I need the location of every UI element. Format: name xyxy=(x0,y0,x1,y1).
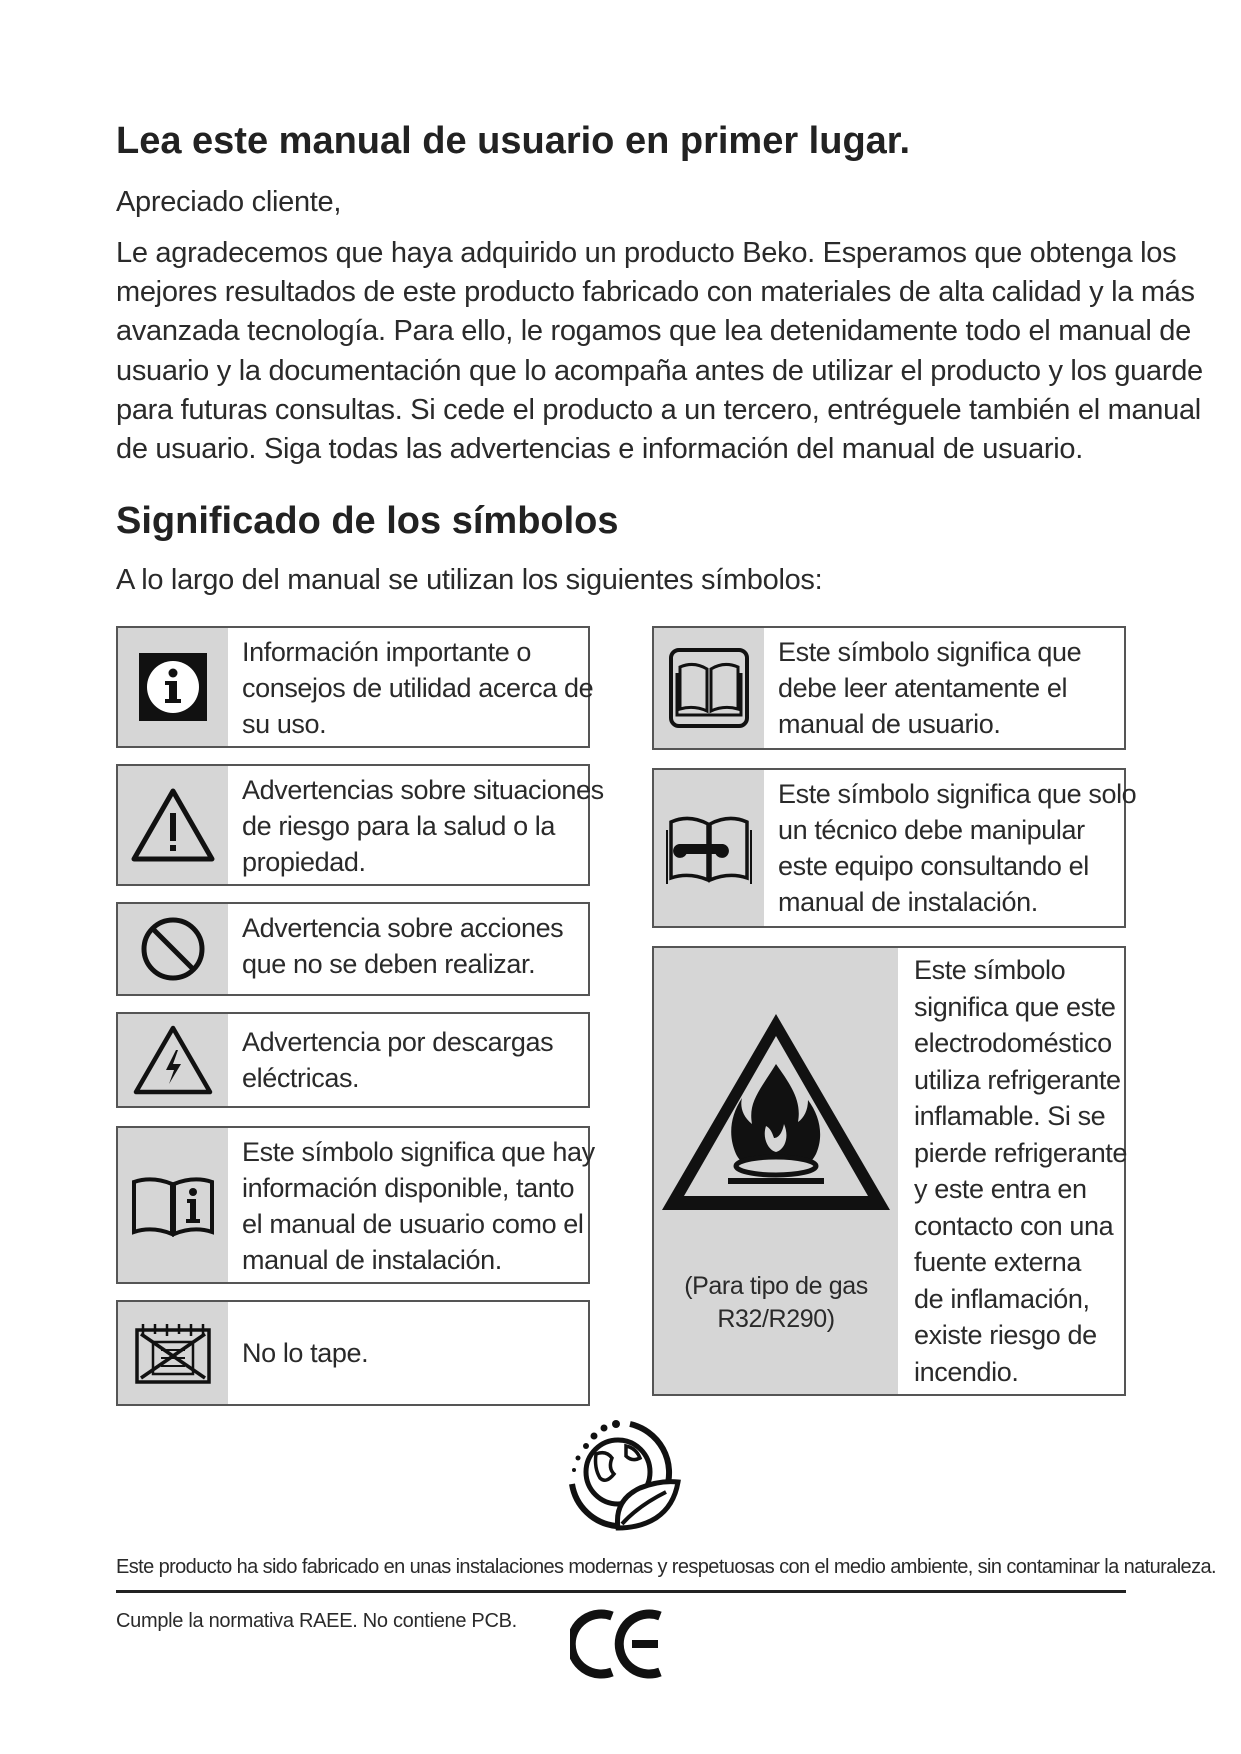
symbol-row-flammable xyxy=(652,946,1126,1396)
symbol-text: Este símbolo significa que xyxy=(778,637,1082,667)
book-info-icon xyxy=(118,1128,228,1282)
symbol-text: información disponible, tanto xyxy=(242,1173,575,1203)
prohibited-icon xyxy=(118,904,228,994)
gas-type-label xyxy=(654,1270,898,1336)
symbol-text: No lo tape. xyxy=(242,1338,369,1368)
symbol-text: debe leer atentamente el xyxy=(778,673,1068,703)
symbol-text: electrodoméstico xyxy=(914,1028,1112,1058)
intro-line: para futuras consultas. Si cede el producto a un tercero, entréguele también el manual xyxy=(116,393,1201,426)
symbol-text: utiliza refrigerante xyxy=(914,1064,1121,1095)
greeting: Apreciado cliente, xyxy=(116,186,342,218)
symbol-text: de inflamación, xyxy=(914,1283,1090,1314)
symbol-text: existe riesgo de xyxy=(914,1320,1097,1350)
symbol-row-prohibited xyxy=(116,902,590,996)
footer-divider xyxy=(116,1590,1126,1593)
symbol-text: un técnico debe manipular xyxy=(778,815,1085,845)
symbol-text: de riesgo para la salud o la xyxy=(242,811,556,841)
symbol-row-info xyxy=(116,626,594,748)
info-icon xyxy=(118,628,228,746)
symbol-text: Advertencia por descargas xyxy=(242,1027,554,1057)
symbols-heading: Significado de los símbolos xyxy=(116,500,619,542)
symbol-text: manual de instalación. xyxy=(778,887,1038,917)
symbol-text: Este símbolo significa que hay xyxy=(242,1137,595,1167)
symbol-text: contacto con una xyxy=(914,1210,1114,1241)
symbol-text: significa que este xyxy=(914,991,1116,1022)
gas-type-line: (Para tipo de gas xyxy=(684,1272,868,1300)
symbol-text: manual de usuario. xyxy=(778,709,1001,739)
symbol-row-read-manual xyxy=(652,626,1126,750)
symbol-text: su uso. xyxy=(242,709,327,739)
symbol-row-warning xyxy=(116,764,604,886)
symbol-text: propiedad. xyxy=(242,847,366,877)
read-manual-icon xyxy=(654,628,764,748)
compliance-statement: Cumple la normativa RAEE. No contiene PCB. xyxy=(116,1610,517,1632)
symbol-text: Advertencias sobre situaciones xyxy=(242,775,604,805)
intro-line: de usuario. Siga todas las advertencias e información del manual de usuario. xyxy=(116,433,1084,466)
intro-paragraph xyxy=(116,234,1203,469)
warning-triangle-icon xyxy=(118,766,228,884)
symbol-text: manual de instalación. xyxy=(242,1245,502,1275)
symbol-row-do-not-cover xyxy=(116,1300,590,1406)
gas-type-line: R32/R290) xyxy=(717,1305,835,1333)
flammable-icon-panel xyxy=(654,948,898,1394)
symbol-text: y este entra en xyxy=(914,1174,1087,1204)
do-not-cover-icon xyxy=(118,1302,228,1404)
symbol-row-book-info xyxy=(116,1126,595,1284)
flammable-warning-icon xyxy=(656,1006,896,1216)
symbols-lead: A lo largo del manual se utilizan los siguientes símbolos: xyxy=(116,564,823,596)
symbol-text: Este símbolo xyxy=(914,955,1066,985)
symbol-text: consejos de utilidad acerca de xyxy=(242,673,594,703)
symbol-row-electric xyxy=(116,1012,590,1108)
intro-line: usuario y la documentación que lo acompaña antes de utilizar el producto y los guarde xyxy=(116,354,1203,387)
symbol-text: este equipo consultando el xyxy=(778,851,1089,881)
intro-line: Le agradecemos que haya adquirido un producto Beko. Esperamos que obtenga los xyxy=(116,237,1177,269)
eco-globe-leaf-icon xyxy=(556,1410,686,1545)
symbol-text: el manual de usuario como el xyxy=(242,1209,584,1239)
symbol-text: fuente externa xyxy=(914,1247,1082,1277)
ce-mark-icon xyxy=(570,1608,670,1685)
symbol-text: Este símbolo significa que solo xyxy=(778,779,1137,809)
symbol-text: Advertencia sobre acciones xyxy=(242,913,564,943)
page-title: Lea este manual de usuario en primer lugar. xyxy=(116,120,911,162)
electric-shock-icon xyxy=(118,1014,228,1106)
intro-line: avanzada tecnología. Para ello, le rogamos que lea detenidamente todo el manual de xyxy=(116,315,1191,348)
symbol-text: pierde refrigerante xyxy=(914,1137,1128,1168)
symbol-text: incendio. xyxy=(914,1356,1019,1387)
symbol-text: inflamable. Si se xyxy=(914,1101,1106,1131)
symbol-text: Información importante o xyxy=(242,637,532,667)
eco-statement: Este producto ha sido fabricado en unas instalaciones modernas y respetuosas con el medio ambiente, sin contaminar la naturaleza. xyxy=(116,1556,1216,1578)
intro-line: mejores resultados de este producto fabricado con materiales de alta calidad y la más xyxy=(116,276,1195,309)
symbol-row-technician xyxy=(652,768,1137,928)
technician-manual-icon xyxy=(654,770,764,926)
symbol-text: que no se deben realizar. xyxy=(242,949,536,979)
symbol-text: eléctricas. xyxy=(242,1063,360,1093)
